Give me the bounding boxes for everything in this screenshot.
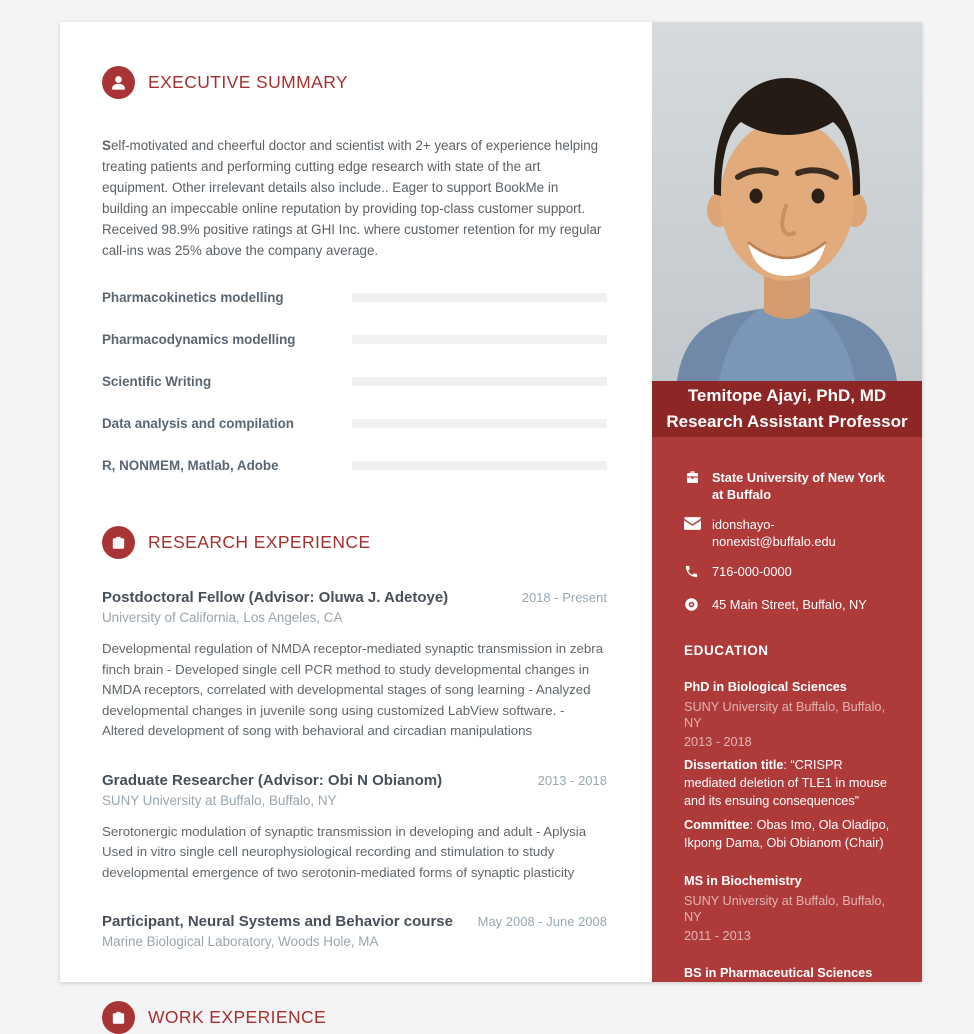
contact-address-text: 45 Main Street, Buffalo, NY xyxy=(712,597,867,612)
degree-school: SUNY University at Buffalo, Buffalo, NY xyxy=(684,894,885,924)
profile-photo xyxy=(652,22,922,381)
location-icon xyxy=(684,596,701,616)
summary-lead-letter: S xyxy=(102,138,111,153)
entry-description: Developmental regulation of NMDA receptor-mediated synaptic transmission in zebra finch brain - Developed single cell PCR method to study developmental changes in NMDA receptors, correlated with developmental stages of song learning - Analyzed developmental changes in juvenile song using customized LabView software. - Altered development of song with behavioral and circadian manipulations xyxy=(102,641,604,738)
skill-row xyxy=(102,332,607,347)
contact-email-text[interactable]: idonshayo-nonexist@buffalo.edu xyxy=(712,517,836,549)
contact-university xyxy=(684,469,896,503)
degree-years: 2013 - 2018 xyxy=(684,735,752,749)
name-banner xyxy=(652,381,922,437)
skill-bar-track xyxy=(352,377,607,386)
contact-phone-text[interactable]: 716-000-0000 xyxy=(712,564,792,579)
skill-label: Pharmacodynamics modelling xyxy=(102,332,296,347)
entry-head xyxy=(102,772,607,789)
committee-text: : Obas Imo, Ola Oladipo, Ikpong Dama, Obi Obianom (Chair) xyxy=(684,818,890,850)
summary-paragraph xyxy=(102,135,607,261)
entry-head xyxy=(102,589,607,606)
entry-head xyxy=(102,913,607,930)
person-role: Research Assistant Professor xyxy=(666,412,908,431)
entry-title: Graduate Researcher (Advisor: Obi N Obianom) xyxy=(102,771,443,789)
skills-list xyxy=(102,290,607,473)
entry-date: May 2008 - June 2008 xyxy=(477,914,607,929)
research-experience-title: RESEARCH EXPERIENCE xyxy=(148,532,371,552)
contact-email[interactable] xyxy=(684,516,896,550)
entry-title: Participant, Neural Systems and Behavior course xyxy=(102,913,453,930)
skill-bar-track xyxy=(352,419,607,428)
degree-name: PhD in Biological Sciences xyxy=(684,680,847,694)
skill-label: Data analysis and compilation xyxy=(102,416,294,431)
skill-bar-track xyxy=(352,461,607,470)
skill-bar-track xyxy=(352,293,607,302)
research-entry xyxy=(102,589,607,742)
executive-summary-header xyxy=(102,66,607,99)
education-entry xyxy=(684,873,896,944)
degree-years: 2011 - 2013 xyxy=(684,929,751,943)
summary-body-text: elf-motivated and cheerful doctor and scientist with 2+ years of experience helping treating patients and performing cutting edge research with state of the art equipment. Other irrelevant details also include.. Eager to support BookMe in building an impeccable online reputation by providing top-class customer support. Received 98.9% positive ratings at GHI Inc. where customer retention for my regular call-ins was 25% above the company average. xyxy=(102,138,602,258)
skill-row xyxy=(102,374,607,389)
work-experience-section xyxy=(102,1001,607,1034)
degree-school: SUNY University at Buffalo, Buffalo, NY xyxy=(684,700,885,730)
contact-university-text: State University of New York at Buffalo xyxy=(712,470,886,502)
entry-date: 2018 - Present xyxy=(521,590,607,605)
dissertation-label: Dissertation title xyxy=(684,758,784,772)
skill-row xyxy=(102,290,607,305)
work-experience-header xyxy=(102,1001,607,1034)
phone-icon xyxy=(684,563,701,583)
degree-name: BS in Pharmaceutical Sciences xyxy=(684,966,873,980)
research-entry xyxy=(102,772,607,884)
main-column xyxy=(60,22,652,1027)
education-entry xyxy=(684,679,896,852)
person-name: Temitope Ajayi, PhD, MD xyxy=(687,386,887,405)
envelope-icon xyxy=(684,516,701,534)
skill-row xyxy=(102,416,607,431)
skill-label: Scientific Writing xyxy=(102,374,212,389)
research-experience-header xyxy=(102,526,607,559)
education-entry xyxy=(684,965,896,982)
skill-label: R, NONMEM, Matlab, Adobe xyxy=(102,458,279,473)
skill-row xyxy=(102,458,607,473)
skill-label: Pharmacokinetics modelling xyxy=(102,290,284,305)
sidebar-body xyxy=(652,437,922,982)
research-entry xyxy=(102,913,607,949)
briefcase-icon xyxy=(684,469,701,489)
entry-title: Postdoctoral Fellow (Advisor: Oluwa J. Adetoye) xyxy=(102,589,449,606)
contact-address xyxy=(684,596,896,616)
sidebar xyxy=(652,22,922,982)
skill-bar-track xyxy=(352,335,607,344)
briefcase-icon xyxy=(102,526,135,559)
committee-label: Committee xyxy=(684,818,750,832)
education-title: EDUCATION xyxy=(684,643,769,658)
person-icon xyxy=(102,66,135,99)
dissertation-text: : “CRISPR mediated deletion of TLE1 in mouse and its ensuing consequences” xyxy=(684,758,887,808)
contact-phone[interactable] xyxy=(684,563,896,583)
entry-organization: SUNY University at Buffalo, Buffalo, NY xyxy=(102,792,337,808)
committee-detail xyxy=(684,816,896,852)
entry-date: 2013 - 2018 xyxy=(537,772,607,788)
dissertation-detail xyxy=(684,756,896,810)
research-experience-section xyxy=(102,526,607,949)
executive-summary-title: EXECUTIVE SUMMARY xyxy=(148,72,348,92)
degree-name: MS in Biochemistry xyxy=(684,874,802,888)
entry-description: Serotonergic modulation of synaptic transmission in developing and adult - Aplysia Used in vitro single cell neurophysiological recording and stimulation to study developmental emergence of two serotonin-mediated forms of synaptic plasticity xyxy=(102,823,587,880)
entry-organization: Marine Biological Laboratory, Woods Hole, MA xyxy=(102,934,379,949)
resume-card xyxy=(60,22,922,1027)
briefcase-icon xyxy=(102,1001,135,1034)
entry-organization: University of California, Los Angeles, CA xyxy=(102,610,343,625)
work-experience-title: WORK EXPERIENCE xyxy=(148,1007,327,1027)
